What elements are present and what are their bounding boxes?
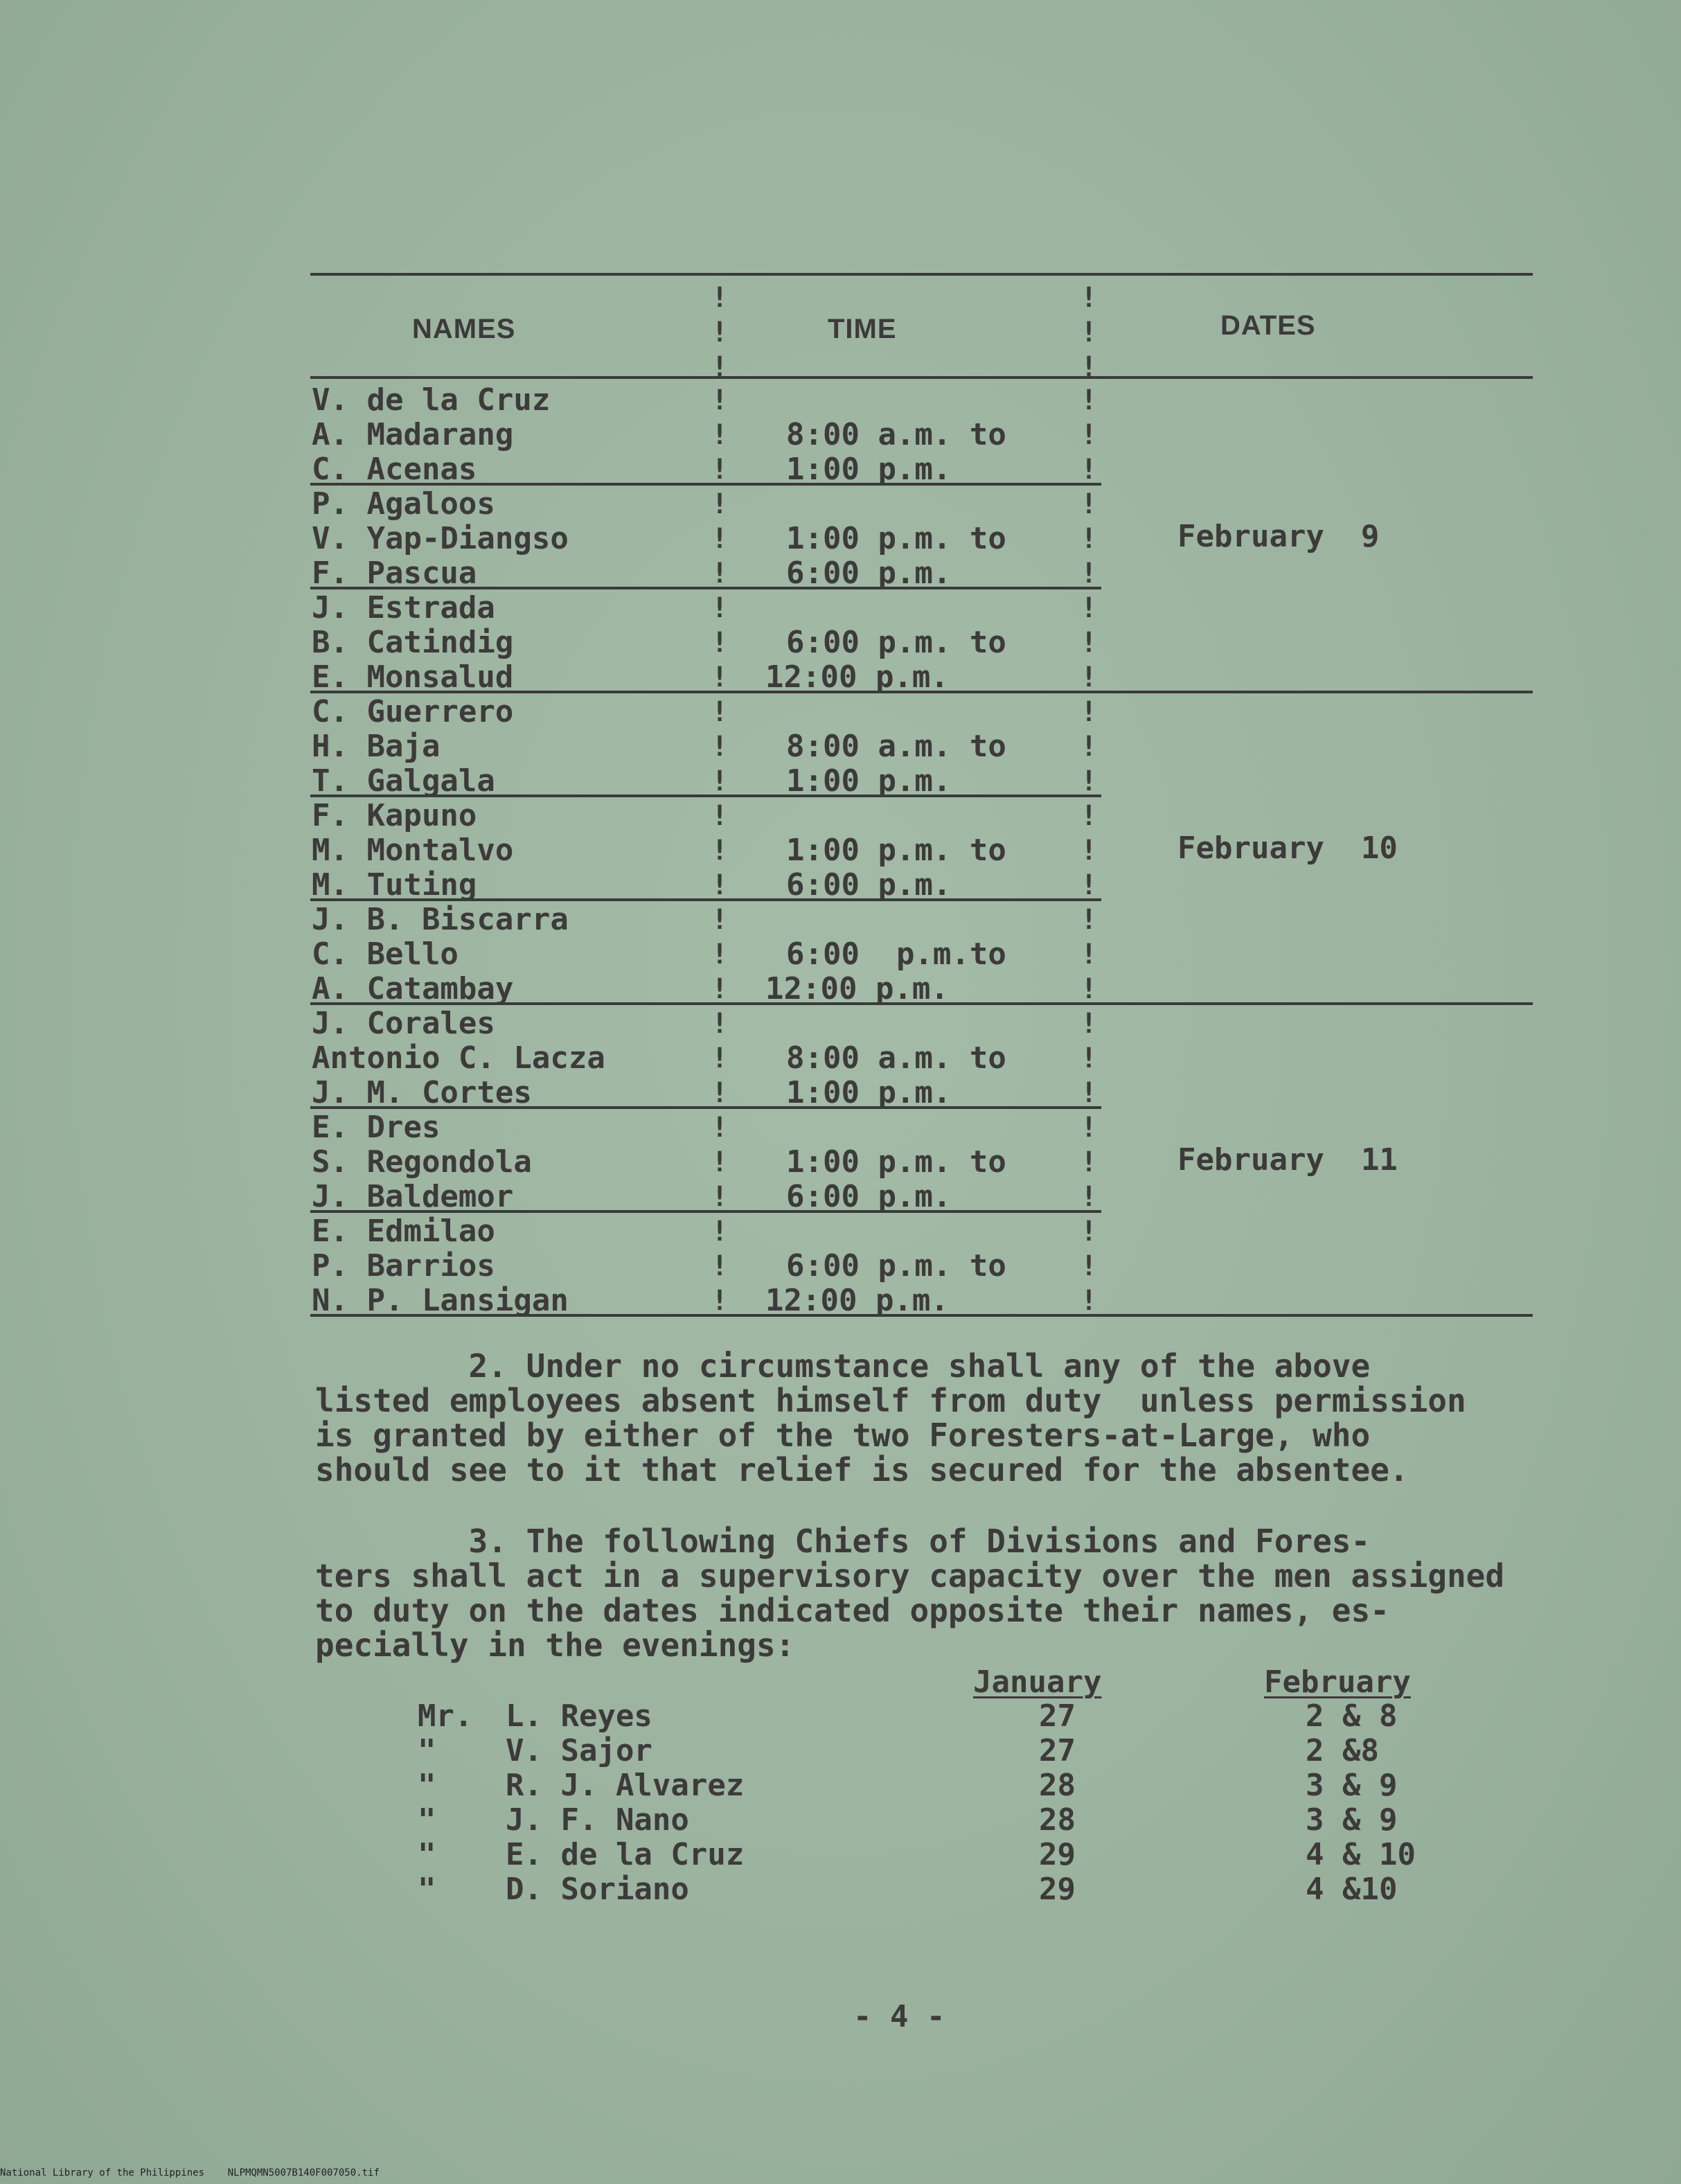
supervisor-prefix: " bbox=[418, 1802, 436, 1838]
group-rule bbox=[310, 1106, 1101, 1109]
column-separator: ! bbox=[711, 384, 729, 416]
paragraph-3-line-4: pecially in the evenings: bbox=[315, 1626, 795, 1664]
column-separator: ! bbox=[711, 488, 729, 520]
date-cell: February 9 bbox=[1177, 519, 1380, 554]
column-separator: ! bbox=[1080, 869, 1098, 901]
column-separator: ! bbox=[1080, 973, 1098, 1005]
column-separator: ! bbox=[711, 1042, 729, 1074]
group-rule bbox=[310, 587, 1101, 589]
column-separator: ! bbox=[711, 1216, 729, 1248]
col-february-header: February bbox=[1264, 1664, 1411, 1700]
supervisor-prefix: " bbox=[418, 1733, 436, 1768]
column-separator: ! bbox=[1080, 800, 1098, 832]
supervisor-january: 27 bbox=[1039, 1733, 1076, 1768]
time-to-cell: 6:00 p.m. bbox=[786, 556, 952, 591]
time-to-cell: 12:00 p.m. bbox=[765, 659, 949, 695]
column-separator: ! bbox=[711, 765, 729, 797]
column-separator: ! bbox=[1080, 1285, 1098, 1317]
column-separator: ! bbox=[1080, 1250, 1098, 1282]
supervisor-name: L. Reyes bbox=[506, 1698, 652, 1734]
column-separator: ! bbox=[1080, 662, 1098, 693]
column-separator: ! bbox=[711, 419, 729, 451]
name-cell: C. Guerrero bbox=[312, 694, 514, 729]
group-rule bbox=[310, 691, 1533, 693]
name-cell: P. Agaloos bbox=[312, 486, 495, 522]
column-separator: ! bbox=[711, 1077, 729, 1109]
header-sep-left: ! ! ! bbox=[711, 282, 729, 383]
name-cell: A. Catambay bbox=[312, 971, 514, 1006]
column-separator: ! bbox=[711, 627, 729, 659]
time-from-cell: 8:00 a.m. to bbox=[786, 729, 1006, 764]
date-cell: February 11 bbox=[1177, 1142, 1398, 1178]
column-separator: ! bbox=[1080, 1181, 1098, 1213]
column-separator: ! bbox=[1080, 939, 1098, 970]
column-separator: ! bbox=[711, 454, 729, 486]
paragraph-2-line-2: listed employees absent himself from duty unless permission bbox=[315, 1382, 1466, 1419]
supervisor-february: 4 &10 bbox=[1306, 1872, 1398, 1907]
group-rule bbox=[310, 794, 1101, 797]
column-separator: ! bbox=[711, 904, 729, 936]
column-separator: ! bbox=[1080, 592, 1098, 624]
supervisor-february: 3 & 9 bbox=[1306, 1768, 1398, 1803]
name-cell: F. Kapuno bbox=[312, 798, 477, 833]
supervisor-january: 27 bbox=[1039, 1698, 1076, 1734]
column-separator: ! bbox=[1080, 765, 1098, 797]
name-cell: H. Baja bbox=[312, 729, 441, 764]
time-from-cell: 1:00 p.m. to bbox=[786, 1144, 1006, 1180]
column-separator: ! bbox=[1080, 488, 1098, 520]
name-cell: V. Yap-Diangso bbox=[312, 521, 569, 556]
supervisor-prefix: " bbox=[418, 1872, 436, 1907]
column-separator: ! bbox=[1080, 1146, 1098, 1178]
time-from-cell: 6:00 p.m. to bbox=[786, 1248, 1006, 1284]
supervisor-prefix: " bbox=[418, 1837, 436, 1872]
col-january-header: January bbox=[973, 1664, 1102, 1700]
column-separator: ! bbox=[711, 696, 729, 728]
column-separator: ! bbox=[1080, 454, 1098, 486]
name-cell: E. Edmilao bbox=[312, 1214, 495, 1249]
supervisor-january: 28 bbox=[1039, 1802, 1076, 1838]
column-separator: ! bbox=[711, 1285, 729, 1317]
column-separator: ! bbox=[1080, 627, 1098, 659]
paragraph-3-line-3: to duty on the dates indicated opposite their names, es- bbox=[315, 1592, 1389, 1629]
column-separator: ! bbox=[711, 662, 729, 693]
supervisor-january: 29 bbox=[1039, 1837, 1076, 1872]
supervisor-february: 3 & 9 bbox=[1306, 1802, 1398, 1838]
supervisor-name: D. Soriano bbox=[506, 1872, 689, 1907]
column-separator: ! bbox=[711, 869, 729, 901]
column-separator: ! bbox=[1080, 1008, 1098, 1040]
name-cell: S. Regondola bbox=[312, 1144, 532, 1180]
supervisor-february: 4 & 10 bbox=[1306, 1837, 1416, 1872]
column-separator: ! bbox=[711, 939, 729, 970]
supervisor-january: 28 bbox=[1039, 1768, 1076, 1803]
column-separator: ! bbox=[1080, 731, 1098, 763]
time-from-cell: 6:00 p.m.to bbox=[786, 936, 1006, 972]
supervisor-name: V. Sajor bbox=[506, 1733, 652, 1768]
paragraph-3-line-1: 3. The following Chiefs of Divisions and Fores- bbox=[315, 1522, 1371, 1560]
group-rule bbox=[310, 1002, 1533, 1005]
name-cell: E. Dres bbox=[312, 1110, 441, 1145]
column-separator: ! bbox=[711, 1112, 729, 1144]
table-top-rule bbox=[310, 273, 1533, 276]
supervisor-name: J. F. Nano bbox=[506, 1802, 689, 1838]
column-separator: ! bbox=[711, 1181, 729, 1213]
supervisor-february: 2 & 8 bbox=[1306, 1698, 1398, 1734]
column-separator: ! bbox=[711, 592, 729, 624]
name-cell: C. Bello bbox=[312, 936, 459, 972]
column-separator: ! bbox=[1080, 904, 1098, 936]
supervisor-february: 2 &8 bbox=[1306, 1733, 1379, 1768]
column-separator: ! bbox=[1080, 384, 1098, 416]
header-time: TIME bbox=[828, 314, 897, 344]
name-cell: E. Monsalud bbox=[312, 659, 514, 695]
column-separator: ! bbox=[1080, 1077, 1098, 1109]
column-separator: ! bbox=[1080, 1042, 1098, 1074]
name-cell: M. Tuting bbox=[312, 867, 477, 903]
name-cell: J. M. Cortes bbox=[312, 1075, 532, 1110]
time-to-cell: 1:00 p.m. bbox=[786, 1075, 952, 1110]
time-from-cell: 6:00 p.m. to bbox=[786, 625, 1006, 660]
name-cell: Antonio C. Lacza bbox=[312, 1040, 605, 1076]
paragraph-2-line-3: is granted by either of the two Foresters-at-Large, who bbox=[315, 1417, 1371, 1454]
column-separator: ! bbox=[711, 1008, 729, 1040]
date-cell: February 10 bbox=[1177, 831, 1398, 866]
time-to-cell: 1:00 p.m. bbox=[786, 763, 952, 799]
time-to-cell: 12:00 p.m. bbox=[765, 971, 949, 1006]
column-separator: ! bbox=[711, 835, 729, 867]
supervisor-name: E. de la Cruz bbox=[506, 1837, 745, 1872]
header-dates: DATES bbox=[1220, 310, 1316, 341]
time-to-cell: 6:00 p.m. bbox=[786, 867, 952, 903]
supervisor-prefix: Mr. bbox=[418, 1698, 473, 1734]
paragraph-2-line-4: should see to it that relief is secured for the absentee. bbox=[315, 1451, 1409, 1489]
name-cell: N. P. Lansigan bbox=[312, 1283, 569, 1318]
name-cell: J. Estrada bbox=[312, 590, 495, 625]
column-separator: ! bbox=[711, 731, 729, 763]
name-cell: C. Acenas bbox=[312, 452, 477, 487]
name-cell: M. Montalvo bbox=[312, 833, 514, 868]
name-cell: J. Corales bbox=[312, 1006, 495, 1041]
name-cell: A. Madarang bbox=[312, 417, 514, 452]
time-from-cell: 1:00 p.m. to bbox=[786, 521, 1006, 556]
group-rule bbox=[310, 483, 1101, 486]
name-cell: V. de la Cruz bbox=[312, 382, 551, 418]
time-from-cell: 8:00 a.m. to bbox=[786, 1040, 1006, 1076]
paragraph-2-line-1: 2. Under no circumstance shall any of the above bbox=[315, 1347, 1371, 1385]
header-names: NAMES bbox=[412, 314, 516, 344]
column-separator: ! bbox=[1080, 1216, 1098, 1248]
column-separator: ! bbox=[1080, 696, 1098, 728]
column-separator: ! bbox=[711, 1250, 729, 1282]
name-cell: T. Galgala bbox=[312, 763, 495, 799]
time-from-cell: 1:00 p.m. to bbox=[786, 833, 1006, 868]
time-from-cell: 8:00 a.m. to bbox=[786, 417, 1006, 452]
group-rule bbox=[310, 1210, 1101, 1213]
header-bottom-rule bbox=[310, 376, 1533, 379]
name-cell: J. Baldemor bbox=[312, 1179, 514, 1214]
name-cell: B. Catindig bbox=[312, 625, 514, 660]
supervisor-prefix: " bbox=[418, 1768, 436, 1803]
time-to-cell: 12:00 p.m. bbox=[765, 1283, 949, 1318]
name-cell: F. Pascua bbox=[312, 556, 477, 591]
column-separator: ! bbox=[711, 800, 729, 832]
time-to-cell: 1:00 p.m. bbox=[786, 452, 952, 487]
page-number: - 4 - bbox=[853, 1999, 945, 2034]
column-separator: ! bbox=[711, 1146, 729, 1178]
group-rule bbox=[310, 1314, 1533, 1317]
supervisor-name: R. J. Alvarez bbox=[506, 1768, 745, 1803]
name-cell: P. Barrios bbox=[312, 1248, 495, 1284]
column-separator: ! bbox=[711, 558, 729, 589]
header-sep-right: ! ! ! bbox=[1080, 282, 1098, 383]
supervisor-january: 29 bbox=[1039, 1872, 1076, 1907]
column-separator: ! bbox=[1080, 835, 1098, 867]
archive-footer: National Library of the Philippines NLPMQMN5007B140F007050.tif bbox=[0, 2167, 380, 2178]
column-separator: ! bbox=[1080, 419, 1098, 451]
column-separator: ! bbox=[1080, 558, 1098, 589]
group-rule bbox=[310, 898, 1101, 901]
column-separator: ! bbox=[711, 973, 729, 1005]
column-separator: ! bbox=[1080, 523, 1098, 555]
time-to-cell: 6:00 p.m. bbox=[786, 1179, 952, 1214]
name-cell: J. B. Biscarra bbox=[312, 902, 569, 937]
column-separator: ! bbox=[711, 523, 729, 555]
paragraph-3-line-2: ters shall act in a supervisory capacity over the men assigned bbox=[315, 1557, 1505, 1595]
column-separator: ! bbox=[1080, 1112, 1098, 1144]
